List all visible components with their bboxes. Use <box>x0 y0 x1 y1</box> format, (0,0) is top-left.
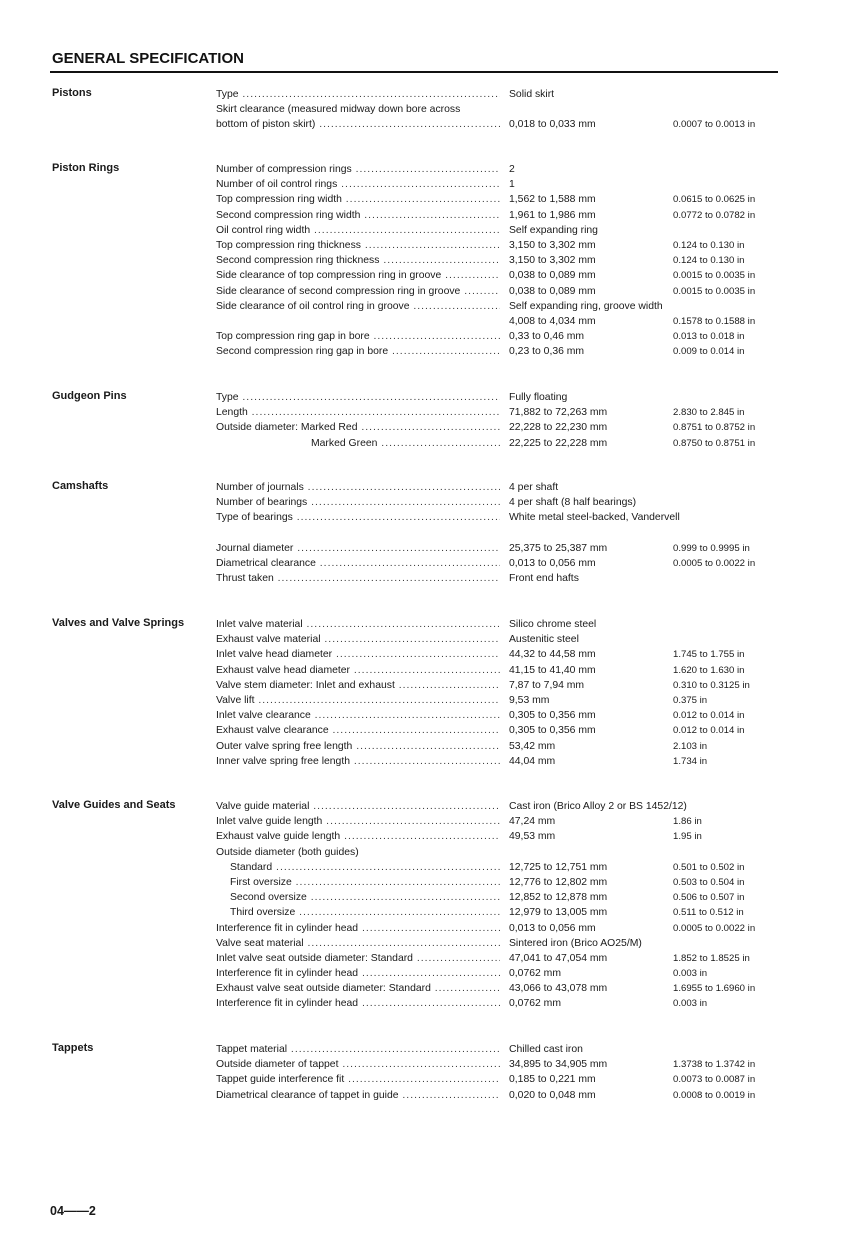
metric-value: Self expanding ring, groove width <box>509 300 663 312</box>
imperial-value: 0.012 to 0.014 in <box>673 710 745 722</box>
spec-label: Diametrical clearance of tappet in guide ..... <box>216 1088 500 1103</box>
spec-row <box>0 420 855 435</box>
metric-value: 1,961 to 1,986 mm <box>509 209 596 221</box>
spec-label: Side clearance of oil control ring in groove ..... <box>216 299 500 314</box>
spec-row <box>0 102 855 117</box>
spec-label: Second compression ring thickness ..... <box>216 253 500 268</box>
imperial-value: 0.013 to 0.018 in <box>673 331 745 343</box>
spec-row <box>0 1042 855 1057</box>
metric-value: 0,23 to 0,36 mm <box>509 346 585 358</box>
imperial-value: 1.3738 to 1.3742 in <box>673 1059 756 1071</box>
metric-value: 41,15 to 41,40 mm <box>509 664 596 676</box>
imperial-value: 0.012 to 0.014 in <box>673 725 745 737</box>
spec-label: Top compression ring thickness ..... <box>216 238 500 253</box>
metric-value: 22,225 to 22,228 mm <box>509 437 608 449</box>
metric-value: 4 per shaft <box>509 482 559 493</box>
metric-value: 0,038 to 0,089 mm <box>509 270 596 282</box>
spec-row <box>0 663 855 678</box>
spec-row <box>0 541 855 556</box>
spec-row <box>0 177 855 192</box>
metric-value: 0,013 to 0,056 mm <box>509 557 596 569</box>
spec-label: Side clearance of top compression ring in groove ..... <box>216 268 500 283</box>
imperial-value: 2.830 to 2.845 in <box>673 407 745 419</box>
imperial-value: 0.0005 to 0.0022 in <box>673 922 756 934</box>
imperial-value: 1.95 in <box>673 831 702 843</box>
spec-row <box>0 480 855 495</box>
spec-label: Top compression ring gap in bore ..... <box>216 329 500 344</box>
imperial-value: 0.124 to 0.130 in <box>673 255 745 267</box>
metric-value: 71,882 to 72,263 mm <box>509 407 608 419</box>
spec-label: Outer valve spring free length ..... <box>216 739 500 754</box>
spec-row <box>0 223 855 238</box>
metric-value: 3,150 to 3,302 mm <box>509 239 596 251</box>
section-heading: Pistons <box>52 87 92 99</box>
metric-value: 9,53 mm <box>509 694 550 706</box>
spec-label: Valve seat material ..... <box>216 936 500 951</box>
spec-section <box>0 799 855 1012</box>
spec-label: Valve lift ..... <box>216 693 500 708</box>
spec-row <box>0 814 855 829</box>
metric-value: Sintered iron (Brico AO25/M) <box>509 937 642 949</box>
imperial-value: 2.103 in <box>673 740 708 752</box>
section-heading: Gudgeon Pins <box>52 390 127 402</box>
imperial-value: 0.003 in <box>673 998 708 1010</box>
spec-row <box>0 708 855 723</box>
spec-label: Inlet valve head diameter ..... <box>216 647 500 662</box>
spec-label: Valve guide material ..... <box>216 799 500 814</box>
spec-label: Outside diameter (both guides) <box>216 846 359 858</box>
metric-value: 53,42 mm <box>509 740 556 752</box>
spec-label: Inlet valve seat outside diameter: Standard ..... <box>216 951 500 966</box>
spec-label: Journal diameter ..... <box>216 541 500 556</box>
spec-row <box>0 436 855 451</box>
spec-row <box>0 754 855 769</box>
spec-row <box>0 390 855 405</box>
spec-row <box>0 951 855 966</box>
imperial-value: 0.0615 to 0.0625 in <box>673 194 756 206</box>
spec-row <box>0 860 855 875</box>
spec-row <box>0 617 855 632</box>
metric-value: 44,32 to 44,58 mm <box>509 649 596 661</box>
spec-label: Number of oil control rings ..... <box>216 177 500 192</box>
spec-label: Type ..... <box>216 87 500 102</box>
spec-row <box>0 208 855 223</box>
metric-value: 43,066 to 43,078 mm <box>509 983 608 995</box>
imperial-value: 1.620 to 1.630 in <box>673 664 745 676</box>
metric-value: Fully floating <box>509 392 568 403</box>
spec-label: Skirt clearance (measured midway down bore across <box>216 104 461 116</box>
spec-label: Inlet valve guide length ..... <box>216 814 500 829</box>
spec-label: Exhaust valve seat outside diameter: Standard ..... <box>216 981 500 996</box>
spec-section <box>0 162 855 359</box>
imperial-value: 0.999 to 0.9995 in <box>673 542 750 554</box>
metric-value: Self expanding ring <box>509 224 598 236</box>
spec-label: Marked Green ..... <box>311 436 500 451</box>
metric-value: 4 per shaft (8 half bearings) <box>509 497 637 509</box>
spec-row <box>0 571 855 586</box>
imperial-value: 0.503 to 0.504 in <box>673 876 745 888</box>
spec-row <box>0 314 855 329</box>
spec-row <box>0 344 855 359</box>
metric-value: 49,53 mm <box>509 831 556 843</box>
imperial-value: 0.8751 to 0.8752 in <box>673 422 756 434</box>
imperial-value: 0.0007 to 0.0013 in <box>673 119 756 131</box>
spec-row <box>0 981 855 996</box>
metric-value: 0,018 to 0,033 mm <box>509 119 596 131</box>
spec-row <box>0 966 855 981</box>
metric-value: 2 <box>509 164 515 175</box>
imperial-value: 0.0015 to 0.0035 in <box>673 285 756 297</box>
spec-label: Number of journals ..... <box>216 480 500 495</box>
section-heading: Tappets <box>52 1042 94 1054</box>
spec-label: First oversize ..... <box>230 875 500 890</box>
spec-label: Outside diameter: Marked Red ..... <box>216 420 500 435</box>
spec-row <box>0 495 855 510</box>
spec-section <box>0 617 855 769</box>
spec-label: Exhaust valve material ..... <box>216 632 500 647</box>
spec-row <box>0 526 855 541</box>
spec-label: Diametrical clearance ..... <box>216 556 500 571</box>
spec-label: Interference fit in cylinder head ..... <box>216 921 500 936</box>
metric-value: White metal steel-backed, Vandervell <box>509 512 680 524</box>
spec-label: Top compression ring width ..... <box>216 192 500 207</box>
spec-label: Exhaust valve clearance ..... <box>216 723 500 738</box>
spec-row <box>0 996 855 1011</box>
spec-label: Type of bearings ..... <box>216 510 500 525</box>
spec-row <box>0 723 855 738</box>
imperial-value: 1.734 in <box>673 755 708 767</box>
spec-label: Interference fit in cylinder head ..... <box>216 966 500 981</box>
metric-value: 0,013 to 0,056 mm <box>509 922 596 934</box>
metric-value: 44,04 mm <box>509 755 556 767</box>
spec-row <box>0 693 855 708</box>
spec-row <box>0 299 855 314</box>
spec-section <box>0 1042 855 1103</box>
metric-value: 4,008 to 4,034 mm <box>509 315 596 327</box>
metric-value: 12,725 to 12,751 mm <box>509 861 608 873</box>
spec-row <box>0 268 855 283</box>
spec-label: Third oversize ..... <box>230 905 500 920</box>
spec-label: Side clearance of second compression ring in groove ..... <box>216 284 500 299</box>
spec-row <box>0 238 855 253</box>
metric-value: 7,87 to 7,94 mm <box>509 679 585 691</box>
metric-value: 0,038 to 0,089 mm <box>509 285 596 297</box>
spec-label: Exhaust valve head diameter ..... <box>216 663 500 678</box>
section-heading: Camshafts <box>52 480 109 492</box>
imperial-value: 0.0005 to 0.0022 in <box>673 557 756 569</box>
spec-label: Tappet material ..... <box>216 1042 500 1057</box>
metric-value: 34,895 to 34,905 mm <box>509 1059 608 1071</box>
spec-section <box>0 390 855 451</box>
metric-value: 0,0762 mm <box>509 998 561 1010</box>
metric-value: 0,0762 mm <box>509 968 561 980</box>
section-heading: Piston Rings <box>52 162 120 174</box>
spec-label: Length ..... <box>216 405 500 420</box>
imperial-value: 0.1578 to 0.1588 in <box>673 315 756 327</box>
imperial-value: 0.310 to 0.3125 in <box>673 679 750 691</box>
spec-label: Number of bearings ..... <box>216 495 500 510</box>
spec-label: Valve stem diameter: Inlet and exhaust ..... <box>216 678 500 693</box>
spec-label: Number of compression rings ..... <box>216 162 500 177</box>
title-rule <box>50 71 778 73</box>
metric-value: 1 <box>509 179 515 191</box>
imperial-value: 1.745 to 1.755 in <box>673 649 745 661</box>
spec-row <box>0 632 855 647</box>
page-number: 04——2 <box>50 1204 96 1218</box>
imperial-value: 0.501 to 0.502 in <box>673 861 745 873</box>
spec-row <box>0 117 855 132</box>
spec-row <box>0 556 855 571</box>
spec-row <box>0 253 855 268</box>
spec-row <box>0 1088 855 1103</box>
spec-label: Type ..... <box>216 390 500 405</box>
spec-row <box>0 845 855 860</box>
spec-row <box>0 875 855 890</box>
imperial-value: 0.506 to 0.507 in <box>673 892 745 904</box>
spec-row <box>0 1072 855 1087</box>
spec-row <box>0 87 855 102</box>
metric-value: Front end hafts <box>509 573 579 585</box>
spec-row <box>0 329 855 344</box>
metric-value: 0,33 to 0,46 mm <box>509 331 585 343</box>
spec-label: Inlet valve clearance ..... <box>216 708 500 723</box>
metric-value: 0,305 to 0,356 mm <box>509 710 596 722</box>
spec-label: Outside diameter of tappet ..... <box>216 1057 500 1072</box>
imperial-value: 0.003 in <box>673 968 708 980</box>
spec-row <box>0 510 855 525</box>
spec-label: Second oversize ..... <box>230 890 500 905</box>
spec-label: Standard ..... <box>230 860 500 875</box>
imperial-value: 1.6955 to 1.6960 in <box>673 983 756 995</box>
spec-label: Inner valve spring free length ..... <box>216 754 500 769</box>
spec-label: Second compression ring gap in bore ..... <box>216 344 500 359</box>
imperial-value: 0.0073 to 0.0087 in <box>673 1074 756 1086</box>
spec-row <box>0 284 855 299</box>
spec-section <box>0 87 855 133</box>
spec-row <box>0 921 855 936</box>
imperial-value: 0.375 in <box>673 694 708 706</box>
metric-value: 12,776 to 12,802 mm <box>509 876 608 888</box>
spec-label: Thrust taken ..... <box>216 571 500 586</box>
imperial-value: 0.8750 to 0.8751 in <box>673 437 756 449</box>
spec-row <box>0 192 855 207</box>
imperial-value: 0.009 to 0.014 in <box>673 346 745 358</box>
metric-value: 1,562 to 1,588 mm <box>509 194 596 206</box>
imperial-value: 1.86 in <box>673 816 702 828</box>
imperial-value: 0.0008 to 0.0019 in <box>673 1089 756 1101</box>
spec-label: Inlet valve material ..... <box>216 617 500 632</box>
section-heading: Valves and Valve Springs <box>52 617 185 629</box>
spec-label: Exhaust valve guide length ..... <box>216 829 500 844</box>
metric-value: 3,150 to 3,302 mm <box>509 255 596 267</box>
imperial-value: 1.852 to 1.8525 in <box>673 952 750 964</box>
spec-row <box>0 829 855 844</box>
spec-row <box>0 405 855 420</box>
spec-row <box>0 936 855 951</box>
metric-value: 22,228 to 22,230 mm <box>509 422 608 434</box>
spec-label: bottom of piston skirt) ..... <box>216 117 500 132</box>
metric-value: Chilled cast iron <box>509 1044 583 1055</box>
imperial-value: 0.0015 to 0.0035 in <box>673 270 756 282</box>
spec-row <box>0 678 855 693</box>
metric-value: 12,852 to 12,878 mm <box>509 892 608 904</box>
metric-value: 25,375 to 25,387 mm <box>509 542 608 554</box>
metric-value: Cast iron (Brico Alloy 2 or BS 1452/12) <box>509 801 687 812</box>
metric-value: 0,020 to 0,048 mm <box>509 1089 596 1101</box>
spec-label: Second compression ring width ..... <box>216 208 500 223</box>
spec-label: Oil control ring width ..... <box>216 223 500 238</box>
spec-label: Tappet guide interference fit ..... <box>216 1072 500 1087</box>
metric-value: Austenitic steel <box>509 634 579 646</box>
metric-value: Silico chrome steel <box>509 619 597 630</box>
spec-section <box>0 480 855 586</box>
spec-row <box>0 799 855 814</box>
page-title: GENERAL SPECIFICATION <box>52 50 244 67</box>
section-heading: Valve Guides and Seats <box>52 799 176 811</box>
imperial-value: 0.124 to 0.130 in <box>673 239 745 251</box>
spec-row <box>0 162 855 177</box>
imperial-value: 0.0772 to 0.0782 in <box>673 209 756 221</box>
spec-row <box>0 739 855 754</box>
imperial-value: 0.511 to 0.512 in <box>673 907 744 919</box>
spec-row <box>0 905 855 920</box>
metric-value: 0,305 to 0,356 mm <box>509 725 596 737</box>
metric-value: Solid skirt <box>509 89 555 100</box>
metric-value: 47,24 mm <box>509 816 556 828</box>
spec-row <box>0 1057 855 1072</box>
metric-value: 0,185 to 0,221 mm <box>509 1074 596 1086</box>
spec-label: Interference fit in cylinder head ..... <box>216 996 500 1011</box>
metric-value: 47,041 to 47,054 mm <box>509 952 608 964</box>
metric-value: 12,979 to 13,005 mm <box>509 907 608 919</box>
spec-row <box>0 647 855 662</box>
spec-row <box>0 890 855 905</box>
